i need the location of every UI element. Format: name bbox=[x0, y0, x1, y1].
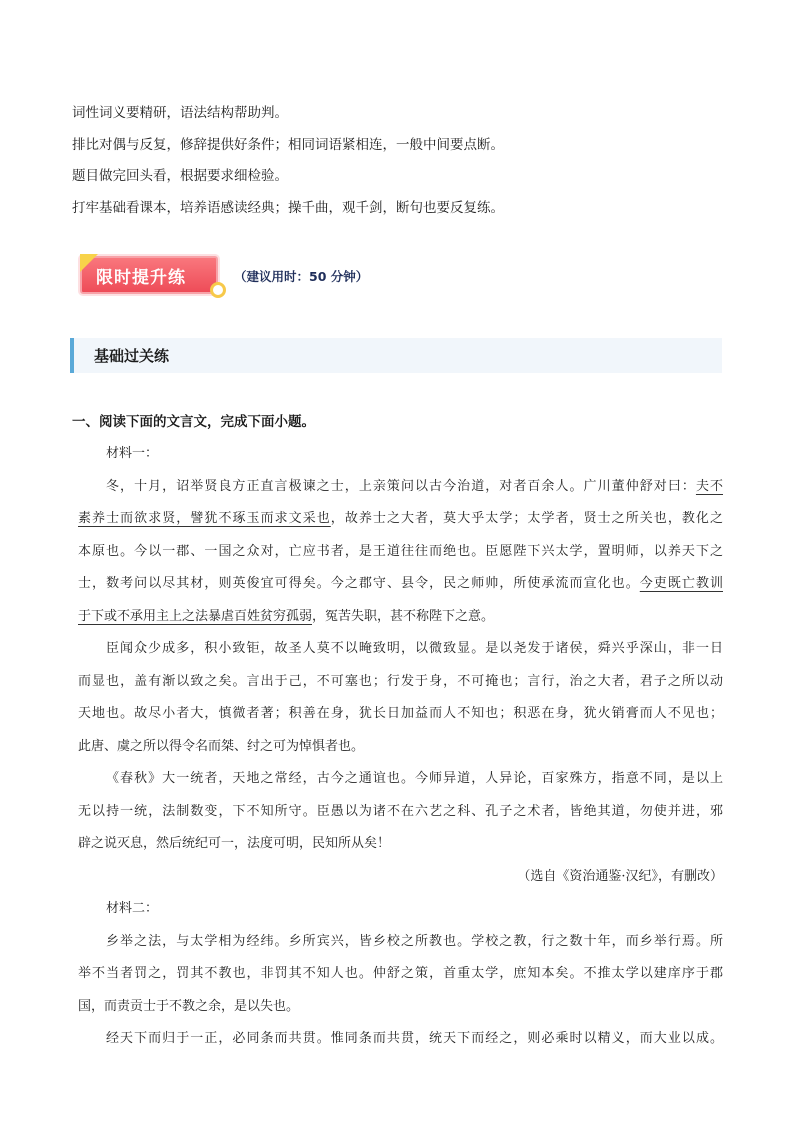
passage-line: 举不当者罚之，罚其不教也，非罚其不知人也。仲舒之策，首重太学，庶知本矣。不推太学以建庠序于郡 bbox=[78, 966, 723, 981]
time-limit-badge bbox=[76, 250, 476, 300]
tip-line: 打牢基础看课本，培养语感读经典；操千曲，观千剑，断句也要反复练。 bbox=[72, 199, 504, 216]
section-title: 基础过关练 bbox=[94, 347, 170, 365]
passage-line: 于下或不承用主上之法暴虐百姓贫穷孤弱，冤苦失职，甚不称陛下之意。 bbox=[78, 608, 495, 624]
tip-line: 词性词义要精研，语法结构帮助判。 bbox=[72, 105, 288, 121]
passage-line: 乡举之法，与太学相为经纬。乡所宾兴，皆乡校之所教也。学校之教，行之数十年，而乡举行焉。所 bbox=[106, 933, 723, 949]
passage-line: 素养士而欲求贤，譬犹不琢玉而求文采也，故养士之大者，莫大乎太学；太学者，贤士之所关也，教化之 bbox=[78, 511, 723, 526]
underlined-text: 素养士而欲求贤，譬犹不琢玉而求文采也 bbox=[78, 511, 331, 526]
suggested-time-note: （建议用时：50 分钟） bbox=[234, 269, 369, 284]
underlined-text: 夫不 bbox=[695, 478, 723, 494]
passage-line: 冬，十月，诏举贤良方正直言极谏之士，上亲策问以古今治道，对者百余人。广川董仲舒对曰：夫不 bbox=[106, 478, 723, 494]
passage-body bbox=[78, 438, 723, 1056]
question-title: 一、阅读下面的文言文，完成下面小题。 bbox=[72, 414, 315, 430]
tip-line: 排比对偶与反复，修辞提供好条件；相同词语紧相连，一般中间要点断。 bbox=[72, 136, 504, 153]
section-header bbox=[70, 338, 722, 373]
ring-icon bbox=[210, 282, 226, 298]
passage-line: 此唐、虞之所以得令名而桀、纣之可为悼惧者也。 bbox=[78, 738, 365, 754]
passage-line: 《春秋》大一统者，天地之常经，古今之通谊也。今师异道，人异论，百家殊方，指意不同，是以上 bbox=[106, 771, 723, 786]
tips-list bbox=[72, 98, 732, 224]
passage-line: 而显也，盖有渐以致之矣。言出于己，不可塞也；行发于身，不可掩也；言行，治之大者，君子之所以动 bbox=[78, 673, 723, 689]
passage-line: 国，而责贡士于不教之余，是以失也。 bbox=[78, 998, 300, 1014]
material-label: 材料一： bbox=[106, 446, 159, 461]
tip-line: 题目做完回头看，根据要求细检验。 bbox=[72, 168, 288, 184]
passage-line: 经天下而归于一正，必同条而共贯。惟同条而共贯，统天下而经之，则必乘时以精义，而大业以成。 bbox=[106, 1031, 723, 1046]
badge-label: 限时提升练 bbox=[96, 268, 186, 288]
underlined-text: 于下或不承用主上之法暴虐百姓贫穷孤弱 bbox=[78, 608, 313, 624]
source-citation: （选自《资治通鉴·汉纪》，有删改） bbox=[517, 868, 723, 884]
passage-line: 臣闻众少成多，积小致钜，故圣人莫不以晻致明，以微致显。是以尧发于诸侯，舜兴乎深山，非一日 bbox=[106, 641, 723, 656]
passage-line: 本原也。今以一郡、一国之众对，亡应书者，是王道往往而绝也。臣愿陛下兴太学，置明师，以养天下之 bbox=[78, 543, 723, 559]
material-label: 材料二： bbox=[106, 901, 159, 916]
passage-line: 士，数考问以尽其材，则英俊宜可得矣。今之郡守、县令，民之师帅，所使承流而宣化也。今吏既亡教训 bbox=[78, 576, 723, 591]
passage-line: 无以持一统，法制数变，下不知所守。臣愚以为诸不在六艺之科、孔子之术者，皆绝其道，勿使并进，邪 bbox=[78, 803, 723, 819]
passage-line: 辟之说灭息，然后统纪可一，法度可明，民知所从矣！ bbox=[78, 836, 391, 851]
badge-box bbox=[80, 256, 218, 294]
underlined-text: 今吏既亡教训 bbox=[639, 576, 723, 591]
passage-line: 天地也。故尽小者大，慎微者著；积善在身，犹长日加益而人不知也；积恶在身，犹火销膏而人不见也； bbox=[78, 706, 723, 721]
